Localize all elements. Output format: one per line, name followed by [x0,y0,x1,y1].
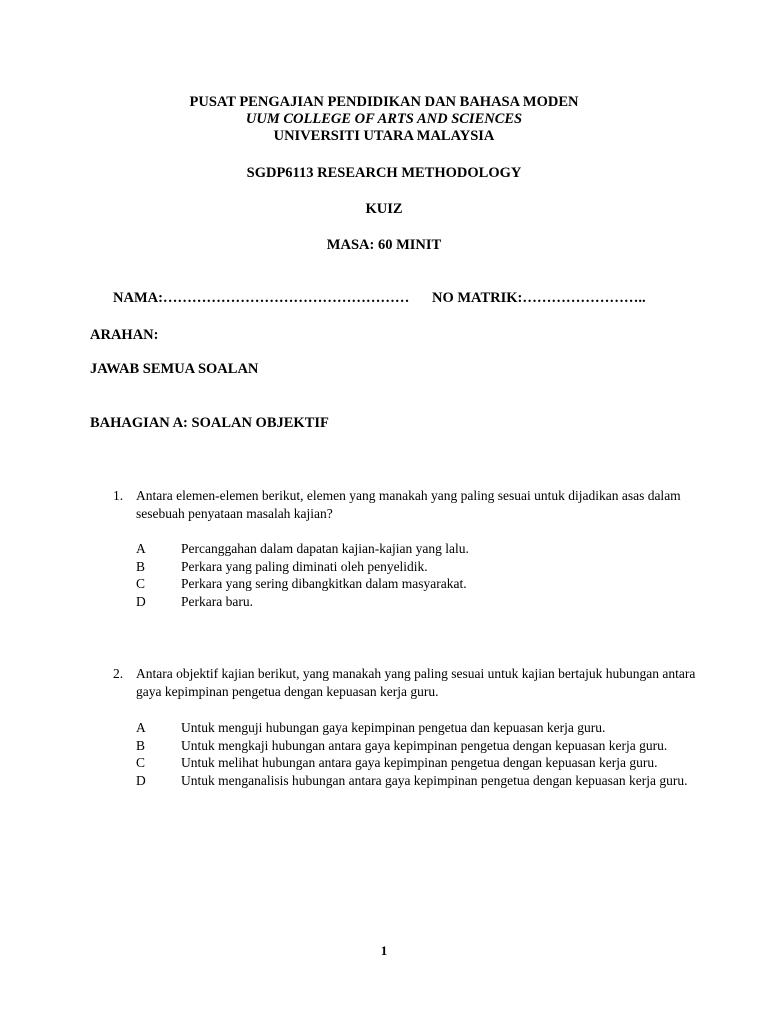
question-number: 2. [113,666,124,681]
question-2-options [0,719,768,789]
option-text: Untuk menganalisis hubungan antara gaya kepimpinan pengetua dengan kepuasan kerja guru. [181,772,688,788]
option-c [0,575,768,593]
option-text: Perkara yang sering dibangkitkan dalam masyarakat. [181,576,467,591]
option-a [0,719,768,737]
question-1-options [0,540,768,610]
section-title: BAHAGIAN A: SOALAN OBJEKTIF [90,415,329,431]
option-text: Percanggahan dalam dapatan kajian-kajian yang lalu. [181,541,469,556]
instructions-label: ARAHAN: [90,327,159,343]
school-name: PUSAT PENGAJIAN PENDIDIKAN DAN BAHASA MODEN [189,94,579,110]
option-text: Perkara baru. [181,593,253,609]
option-letter: C [136,576,146,591]
option-letter: C [136,755,146,770]
exam-type: KUIZ [365,201,403,217]
option-letter: D [136,593,146,609]
exam-duration: MASA: 60 MINIT [326,237,442,253]
option-d [0,593,768,611]
option-b [0,558,768,576]
matric-field: NO MATRIK:…………………….. [432,290,646,306]
option-letter: B [136,558,146,574]
page-number: 1 [380,943,388,958]
option-letter: B [136,737,146,753]
document-header [0,94,768,145]
option-d [0,772,768,790]
option-a [0,540,768,558]
question-text: Antara objektif kajian berikut, yang manakah yang paling sesuai untuk kajian bertajuk hubungan antara gaya kepimpinan pengetua dengan kepuasan kerja guru. [136,666,696,699]
option-letter: A [136,720,146,735]
option-text: Untuk menguji hubungan gaya kepimpinan pengetua dan kepuasan kerja guru. [181,720,606,735]
option-text: Untuk melihat hubungan antara gaya kepimpinan pengetua dengan kepuasan kerja guru. [181,755,658,770]
option-c [0,754,768,772]
question-number: 1. [113,488,124,503]
university-name: UNIVERSITI UTARA MALAYSIA [273,128,495,144]
option-b [0,737,768,755]
question-text: Antara elemen-elemen berikut, elemen yang manakah yang paling sesuai untuk dijadikan asas dalam sesebuah penyataan masalah kajian? [136,488,681,521]
name-field: NAMA:…………………………………………… [113,290,410,306]
option-letter: A [136,541,146,556]
option-text: Untuk mengkaji hubungan antara gaya kepimpinan pengetua dengan kepuasan kerja guru. [181,737,668,753]
instructions-text: JAWAB SEMUA SOALAN [90,361,259,377]
course-title: SGDP6113 RESEARCH METHODOLOGY [246,165,522,181]
college-name: UUM COLLEGE OF ARTS AND SCIENCES [245,111,523,127]
option-text: Perkara yang paling diminati oleh penyelidik. [181,558,428,574]
option-letter: D [136,772,146,788]
